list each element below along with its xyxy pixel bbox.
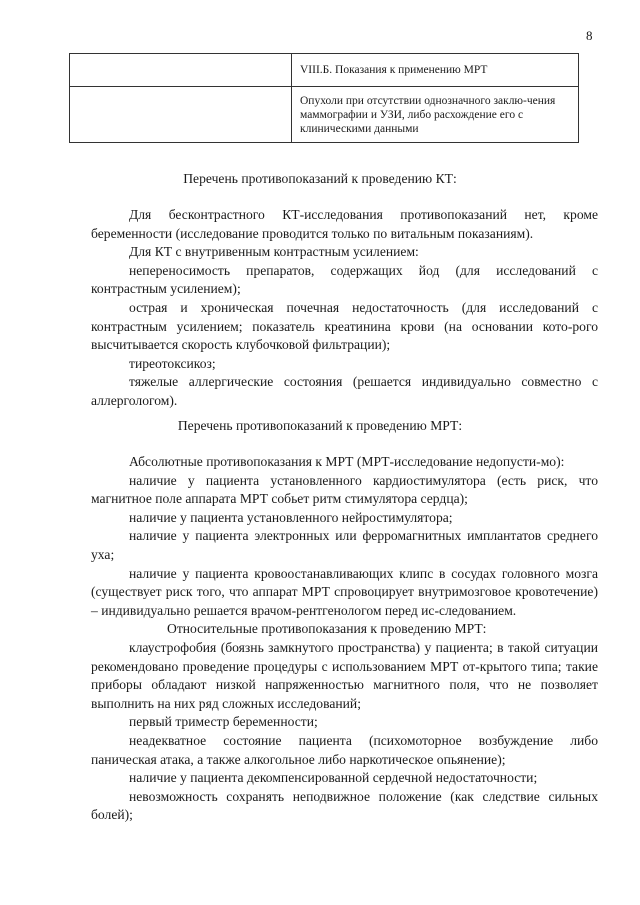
paragraph: Для КТ с внутривенным контрастным усилением: xyxy=(129,244,419,260)
table-body-cell: Опухоли при отсутствии однозначного заклю-чения маммографии и УЗИ, либо расхождение его с клиническими данными xyxy=(292,87,579,143)
kt-contraindications-heading: Перечень противопоказаний к проведению КТ: xyxy=(183,171,457,186)
mrt-contraindications-text xyxy=(91,453,598,825)
paragraph: наличие у пациента кровоостанавливающих клипс в сосудах головного мозга (существует риск того, что аппарат МРТ спровоцирует внутримозговое кровотечение) – индивидуально решается врачом-рентгенологом перед ис-следованием. xyxy=(91,565,598,618)
table-empty-cell xyxy=(70,54,292,87)
table-empty-cell xyxy=(70,87,292,143)
paragraph: невозможность сохранять неподвижное положение (как следствие сильных болей); xyxy=(91,788,598,823)
page-number: 8 xyxy=(586,28,593,43)
paragraph: непереносимость препаратов, содержащих йод (для исследований с контрастным усилением); xyxy=(91,262,598,297)
paragraph: тяжелые аллергические состояния (решается индивидуально совместно с аллергологом). xyxy=(91,374,598,408)
paragraph: неадекватное состояние пациента (психомоторное возбуждение либо паническая атака, а также алкогольное либо наркотическое опьянение); xyxy=(91,732,598,767)
paragraph: острая и хроническая почечная недостаточность (для исследований с контрастным усилением; показатель креатинина крови (на основании кото-рого высчитывается скорость клубочковой фильтрации); xyxy=(91,299,598,353)
paragraph: наличие у пациента установленного нейростимулятора; xyxy=(129,509,453,525)
paragraph: наличие у пациента электронных или ферромагнитных имплантатов среднего уха; xyxy=(91,528,598,562)
table-header-cell: VIII.Б. Показания к применению МРТ xyxy=(292,54,579,87)
paragraph: первый триместр беременности; xyxy=(129,714,318,730)
mrt-contraindications-heading: Перечень противопоказаний к проведению МРТ: xyxy=(177,418,463,433)
paragraph: Для бесконтрастного КТ-исследования противопоказаний нет, кроме беременности (исследование проводится только по витальным показаниям). xyxy=(91,207,598,241)
kt-contraindications-text xyxy=(91,206,598,411)
paragraph: клаустрофобия (боязнь замкнутого пространства) у пациента; в такой ситуации рекомендовано проведение процедуры с использованием МРТ от-крытого типа; такие приборы обладают низкой напряженностью магнитного поля, что не позволяет выполнить на них ряд сложных исследований; xyxy=(91,639,598,711)
paragraph: Абсолютные противопоказания к МРТ (МРТ-исследование недопусти-мо): xyxy=(129,454,565,469)
paragraph: тиреотоксикоз; xyxy=(129,355,216,371)
paragraph: наличие у пациента декомпенсированной сердечной недостаточности; xyxy=(129,770,538,786)
indications-table xyxy=(69,53,579,143)
paragraph: наличие у пациента установленного кардиостимулятора (есть риск, что магнитное поле аппарата МРТ собьет ритм стимулятора сердца); xyxy=(91,472,598,507)
paragraph: Относительные противопоказания к проведению МРТ: xyxy=(167,621,487,637)
